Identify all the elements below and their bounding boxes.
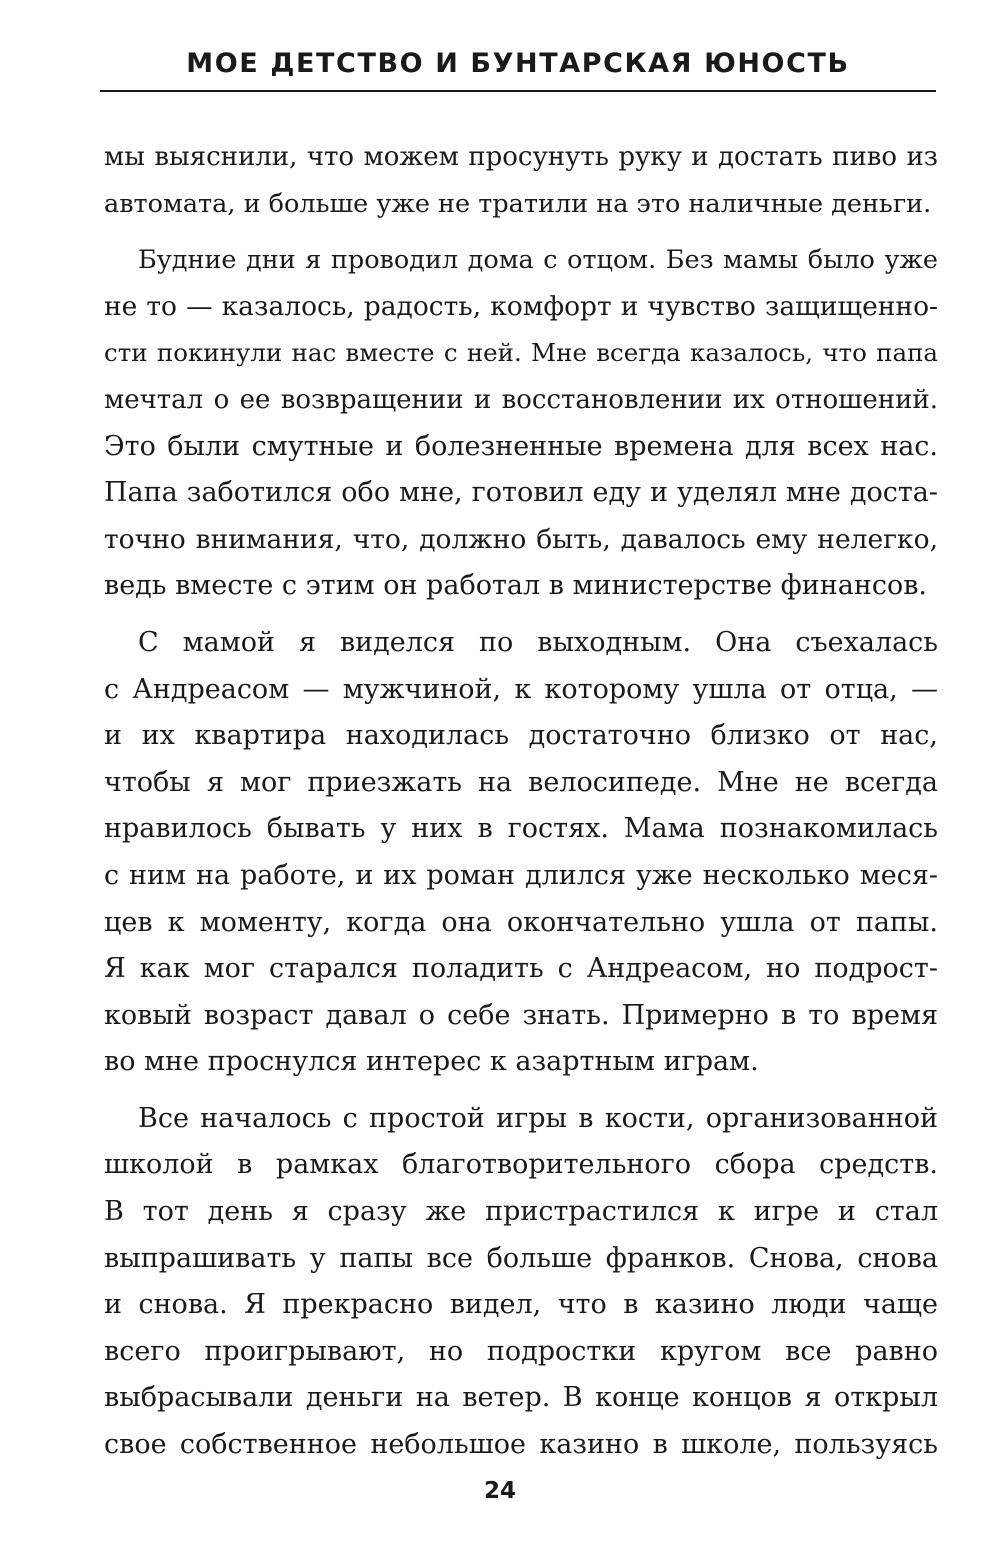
text-line: Будние дни я проводил дома с отцом. Без мамы было уже [138,245,938,276]
text-line: с Андреасом — мужчиной, к которому ушла от отца, — [104,673,938,705]
text-line: точно внимания, что, должно быть, давалось ему нелегко, [104,523,938,555]
text-line: и их квартира находилась достаточно близко от нас, [104,720,938,752]
text-line: Я как мог старался поладить с Андреасом, но подрост- [104,953,938,985]
text-line: сти покинули нас вместе с ней. Мне всегда казалось, что папа [104,338,938,368]
body-text [104,134,938,1469]
text-line: и снова. Я прекрасно видел, что в казино люди чаще [104,1289,938,1321]
text-line: во мне проснулся интерес к азартным играм. [104,1046,759,1078]
text-line: ковый возраст давал о себе знать. Примерно в то время [104,999,938,1031]
paragraph-4 [104,1096,938,1469]
text-line: не то — казалось, радость, комфорт и чувство защищенно- [104,290,938,322]
text-line: мечтал о ее возвращении и восстановлении их отношений. [104,384,938,415]
paragraph-1 [104,134,938,227]
text-line: чтобы я мог приезжать на велосипеде. Мне не всегда [104,766,938,798]
text-line: свое собственное небольшое казино в школе, пользуясь [104,1429,938,1461]
text-line: цев к моменту, когда она окончательно ушла от папы. [104,906,938,938]
text-line: Это были смутные и болезненные времена для всех нас. [104,430,938,462]
text-line: В тот день я сразу же пристрастился к игре и стал [104,1196,938,1228]
text-line: С мамой я виделся по выходным. Она съехалась [138,626,938,658]
running-header: МОЕ ДЕТСТВО И БУНТАРСКАЯ ЮНОСТЬ [186,48,850,79]
text-line: Папа заботился обо мне, готовил еду и уделял мне доста- [104,477,938,509]
paragraph-3 [104,620,938,1086]
text-line: школой в рамках благотворительного сбора средств. [104,1149,938,1181]
text-line: выпрашивать у папы все больше франков. Снова, снова [104,1242,938,1274]
text-line: Все началось с простой игры в кости, организованной [138,1102,938,1134]
text-line: мы выяснили, что можем просунуть руку и достать пиво из [104,142,938,172]
text-line: с ним на работе, и их роман длился уже несколько меся- [104,859,938,891]
page-number: 24 [483,1478,516,1504]
header-rule [100,90,936,92]
text-line: всего проигрывают, но подростки кругом все равно [104,1335,938,1367]
text-line: ведь вместе с этим он работал в министерстве финансов. [104,570,928,602]
text-line: автомата, и больше уже не тратили на это наличные деньги. [104,188,932,219]
text-line: нравилось бывать у них в гостях. Мама познакомилась [104,813,938,845]
paragraph-2 [104,237,938,610]
text-line: выбрасывали деньги на ветер. В конце концов я открыл [104,1382,938,1414]
